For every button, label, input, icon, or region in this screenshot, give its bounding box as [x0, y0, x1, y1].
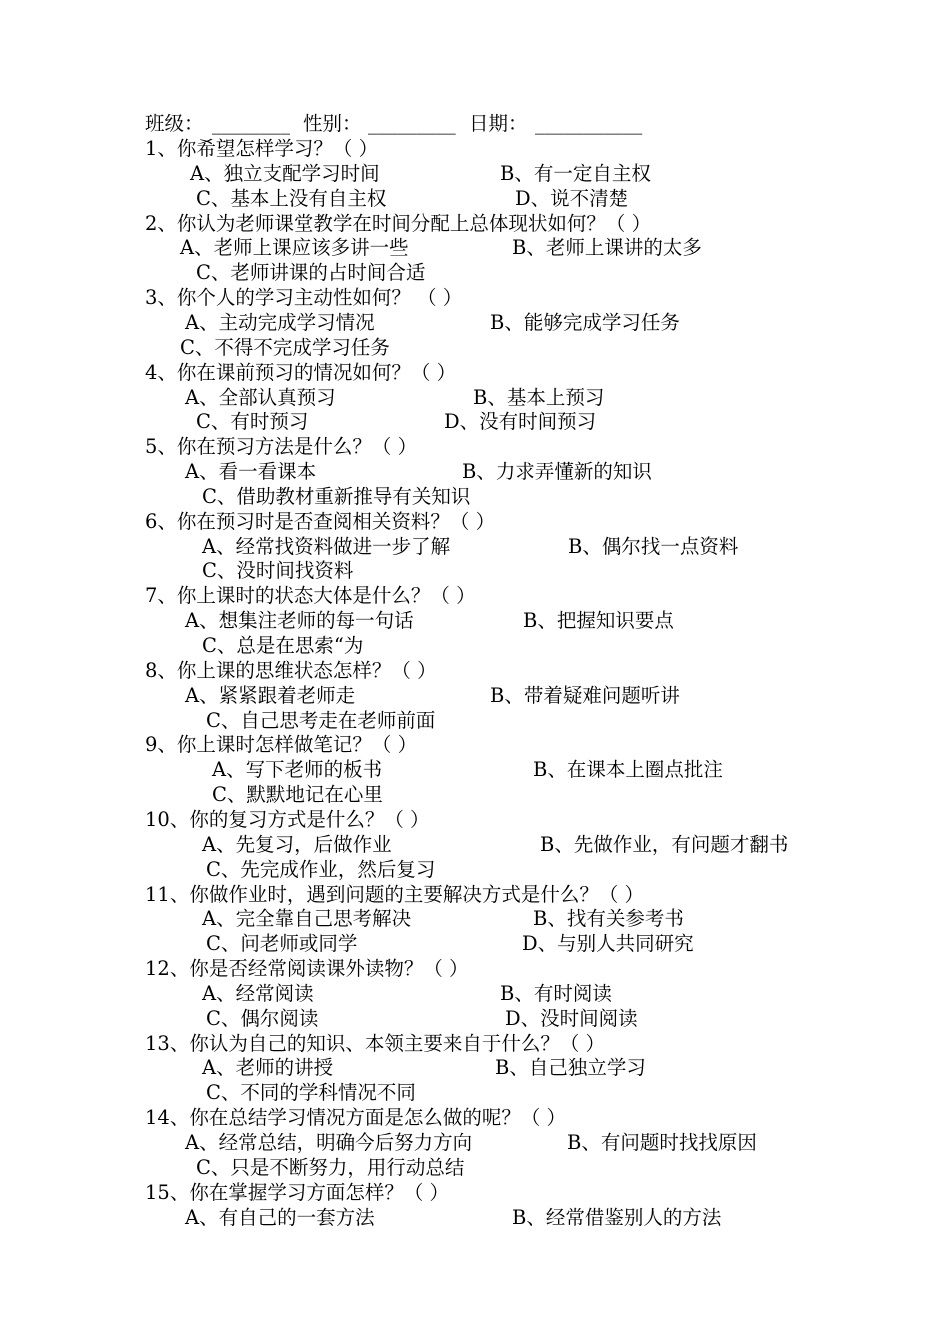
answer-option: A、独立支配学习时间 — [190, 161, 380, 185]
gender-label: 性别： — [303, 112, 362, 135]
question-text: 7、你上课时的状态大体是什么？（ ） — [145, 584, 476, 608]
answer-option: C、自己思考走在老师前面 — [206, 708, 436, 732]
question-text: 1、你希望怎样学习？（ ） — [145, 137, 379, 160]
answer-option: B、有问题时找找原因 — [567, 1131, 757, 1154]
answer-option: C、借助教材重新推导有关知识 — [202, 484, 471, 508]
answer-option: D、说不清楚 — [515, 186, 629, 210]
answer-option: B、经常借鉴别人的方法 — [512, 1205, 722, 1229]
answer-option: B、基本上预习 — [473, 385, 605, 409]
answer-option: C、基本上没有自主权 — [196, 186, 387, 210]
answer-option: C、只是不断努力，用行动总结 — [196, 1155, 465, 1179]
answer-option: C、有时预习 — [196, 410, 309, 434]
question-text: 4、你在课前预习的情况如何？（ ） — [145, 360, 457, 384]
question-text: 10、你的复习方式是什么？（ ） — [145, 807, 430, 831]
question-text: 11、你做作业时，遇到问题的主要解决方式是什么？（ ） — [145, 882, 645, 906]
gender-blank: _________ — [368, 112, 456, 135]
date-label: 日期： — [469, 112, 528, 135]
question-text: 5、你在预习方法是什么？（ ） — [145, 435, 418, 459]
answer-option: B、有一定自主权 — [500, 161, 651, 185]
date-blank: ___________ — [535, 112, 643, 135]
question-text: 2、你认为老师课堂教学在时间分配上总体现状如何？（ ） — [145, 211, 652, 235]
answer-option: A、先复习，后做作业 — [202, 832, 392, 856]
answer-option: A、写下老师的板书 — [212, 758, 383, 782]
answer-option: A、有自己的一套方法 — [185, 1205, 375, 1229]
answer-option: B、先做作业，有问题才翻书 — [540, 832, 789, 856]
answer-option: C、不得不完成学习任务 — [180, 335, 390, 359]
answer-option: A、老师上课应该多讲一些 — [180, 236, 409, 260]
question-text: 8、你上课的思维状态怎样？（ ） — [145, 658, 437, 682]
answer-option: D、与别人共同研究 — [522, 932, 694, 956]
answer-option: B、有时阅读 — [500, 981, 612, 1005]
class-blank: ________ — [212, 112, 290, 135]
question-text: 14、你在总结学习情况方面是怎么做的呢？（ ） — [145, 1106, 567, 1130]
answer-option: C、偶尔阅读 — [206, 1006, 319, 1030]
answer-option: B、偶尔找一点资料 — [568, 534, 739, 558]
class-label: 班级： — [145, 112, 204, 135]
question-text: 9、你上课时怎样做笔记？（ ） — [145, 733, 418, 757]
answer-option: B、力求弄懂新的知识 — [462, 460, 652, 484]
answer-option: C、默默地记在心里 — [212, 783, 383, 807]
answer-option: B、把握知识要点 — [523, 609, 674, 633]
answer-option: A、想集注老师的每一句话 — [185, 609, 414, 633]
answer-option: C、不同的学科情况不同 — [206, 1081, 416, 1105]
answer-option: D、没有时间预习 — [444, 410, 597, 434]
answer-option: C、问老师或同学 — [206, 932, 358, 956]
answer-option: B、自己独立学习 — [495, 1056, 646, 1080]
answer-option: A、经常阅读 — [202, 981, 314, 1005]
answer-option: C、总是在思索“为 — [202, 634, 364, 657]
answer-option: B、找有关参考书 — [533, 907, 684, 931]
answer-option: A、老师的讲授 — [202, 1056, 334, 1080]
answer-option: B、带着疑难问题听讲 — [490, 683, 680, 707]
answer-option: D、没时间阅读 — [505, 1006, 638, 1030]
answer-option: C、没时间找资料 — [202, 559, 354, 583]
question-text: 15、你在掌握学习方面怎样？（ ） — [145, 1180, 450, 1204]
question-text: 13、你认为自己的知识、本领主要来自于什么？（ ） — [145, 1031, 606, 1055]
answer-option: A、经常总结，明确今后努力方向 — [185, 1131, 473, 1154]
answer-option: A、紧紧跟着老师走 — [185, 683, 356, 707]
answer-option: C、老师讲课的占时间合适 — [196, 261, 426, 285]
question-text: 3、你个人的学习主动性如何？ （ ） — [145, 286, 463, 310]
answer-option: B、能够完成学习任务 — [490, 310, 680, 334]
question-text: 6、你在预习时是否查阅相关资料？（ ） — [145, 509, 496, 533]
answer-option: A、完全靠自己思考解决 — [202, 907, 412, 931]
answer-option: A、全部认真预习 — [185, 385, 336, 409]
answer-option: B、在课本上圈点批注 — [533, 758, 723, 782]
question-text: 12、你是否经常阅读课外读物？（ ） — [145, 957, 469, 981]
answer-option: A、经常找资料做进一步了解 — [202, 534, 451, 558]
answer-option: A、看一看课本 — [185, 460, 317, 484]
answer-option: A、主动完成学习情况 — [185, 310, 375, 334]
answer-option: B、老师上课讲的太多 — [512, 236, 702, 260]
answer-option: C、先完成作业，然后复习 — [206, 857, 436, 881]
